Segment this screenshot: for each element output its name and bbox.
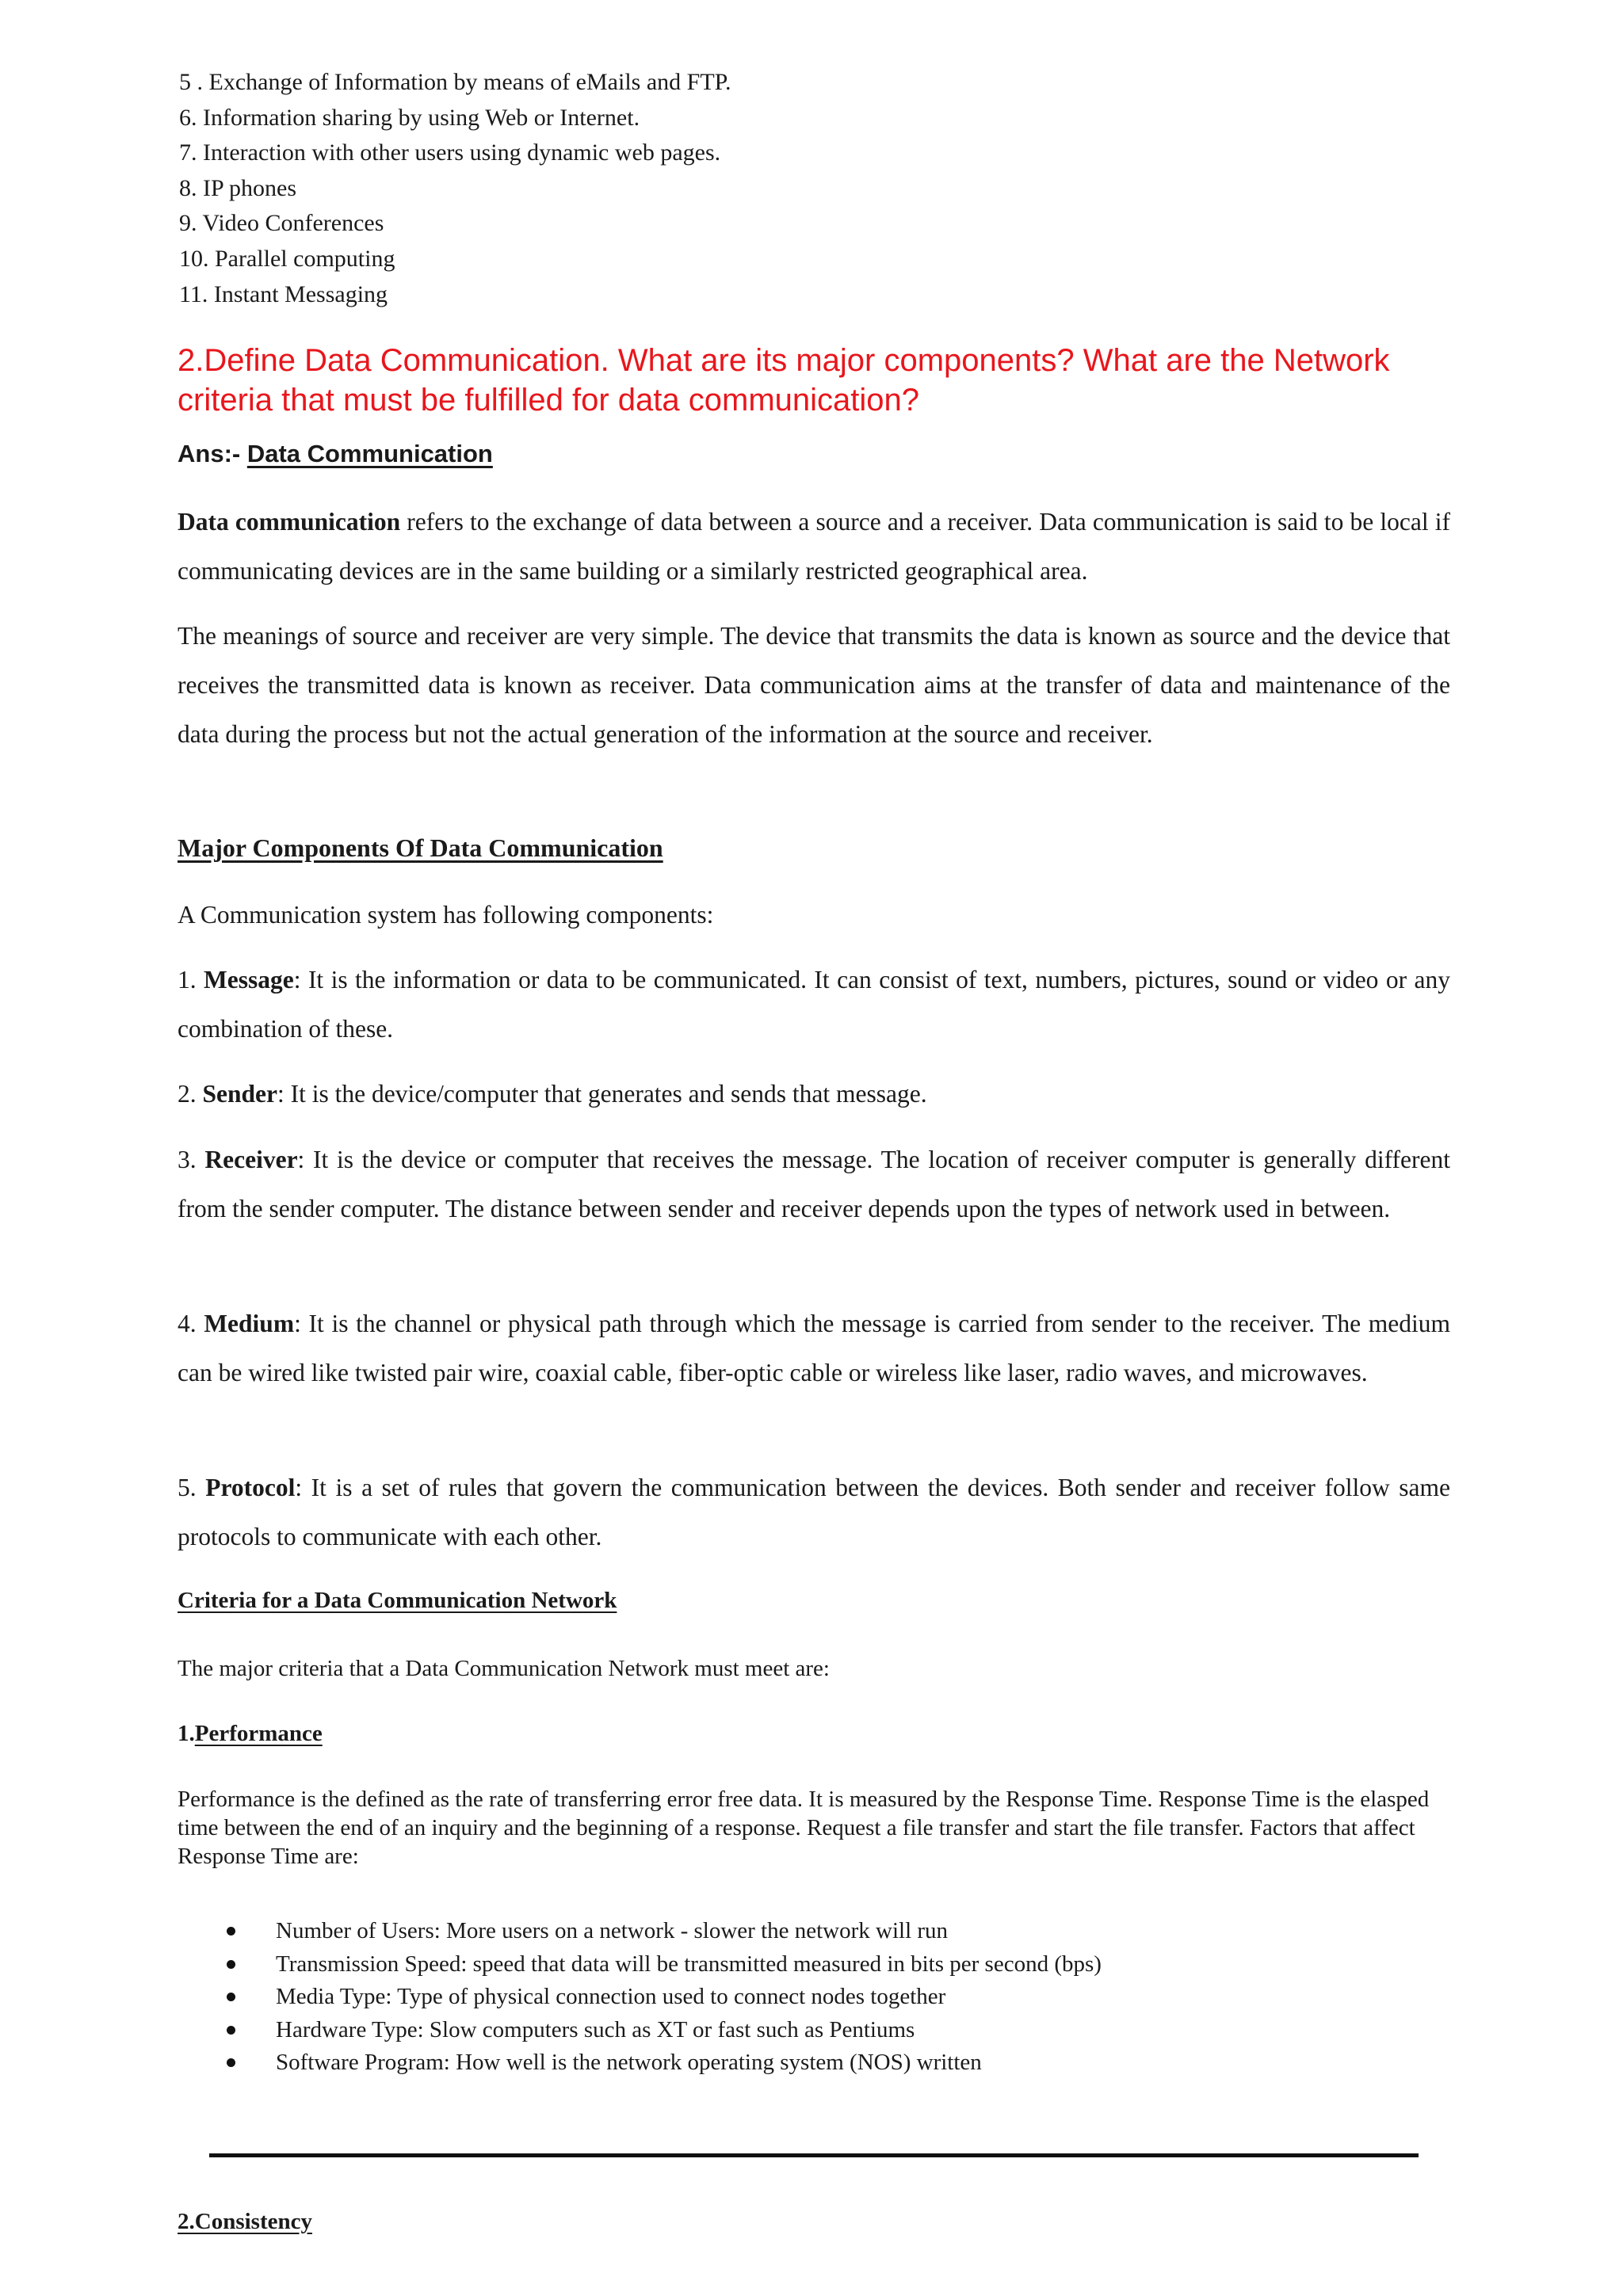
list-item: 6. Information sharing by using Web or Internet. — [179, 104, 640, 131]
component-number: 5. — [178, 1474, 206, 1501]
bullet-text: Media Type: Type of physical connection used to connect nodes together — [276, 1984, 946, 2009]
list-item: 11. Instant Messaging — [179, 280, 388, 307]
list-item: 8. IP phones — [179, 174, 297, 201]
question-heading: 2.Define Data Communication. What are its major components? What are the Network criteria that must be fulfilled for data communication? — [178, 343, 1390, 418]
component-term: Message — [204, 966, 294, 994]
performance-heading — [178, 1721, 323, 1747]
criteria-intro: The major criteria that a Data Communication Network must meet are: — [178, 1656, 830, 1681]
performance-number: 1. — [178, 1721, 195, 1746]
answer-title: Data Communication — [246, 440, 493, 467]
bullet-icon — [227, 2026, 235, 2035]
list-item — [227, 1981, 1102, 2014]
component-term: Sender — [202, 1080, 277, 1108]
components-heading: Major Components Of Data Communication — [178, 833, 663, 862]
bullet-text: Hardware Type: Slow computers such as XT or fast such as Pentiums — [276, 2016, 915, 2042]
bullet-text: Number of Users: More users on a network - slower the network will run — [276, 1918, 949, 1943]
component-desc: : It is the channel or physical path through which the message is carried from sender to the receiver. The medium can be wired like twisted pair wire, coaxial cable, fiber-optic cable or wireless like laser, radio waves, and microwaves. — [178, 1310, 1451, 1386]
consistency-heading: 2.Consistency — [178, 2209, 312, 2234]
component-sender — [178, 1070, 1450, 1119]
horizontal-divider — [209, 2153, 1419, 2157]
list-item — [227, 2046, 1102, 2080]
performance-factors-list — [227, 1915, 1102, 2080]
bullet-icon — [227, 1960, 235, 1969]
component-number: 3. — [178, 1146, 205, 1173]
criteria-heading: Criteria for a Data Communication Network — [178, 1588, 617, 1613]
performance-text: Performance is the defined as the rate of transferring error free data. It is measured by the Response Time. Response Time is the elasped time between the end of an inquiry and the beginning of a response. Request a file transfer and start the file transfer. Factors that affect Response Time are: — [178, 1787, 1430, 1869]
component-desc: : It is the device or computer that receives the message. The location of receiver computer is generally different from the sender computer. The distance between sender and receiver depends upon the types of network used in between. — [178, 1146, 1450, 1222]
list-item: 7. Interaction with other users using dynamic web pages. — [179, 139, 721, 166]
numbered-list-top — [179, 65, 731, 312]
component-medium — [178, 1299, 1450, 1398]
list-item — [227, 1915, 1102, 1948]
component-desc: : It is a set of rules that govern the communication between the devices. Both sender and receiver follow same protocols to communicate with each other. — [178, 1474, 1450, 1550]
bullet-icon — [227, 2058, 235, 2067]
component-desc: : It is the information or data to be communicated. It can consist of text, numbers, pictures, sound or video or any combination of these. — [178, 966, 1450, 1043]
component-term: Medium — [204, 1310, 295, 1337]
intro-term: Data communication — [178, 508, 401, 536]
component-term: Protocol — [205, 1474, 296, 1501]
component-term: Receiver — [204, 1146, 298, 1173]
answer-label — [178, 440, 493, 468]
component-number: 1. — [178, 966, 204, 994]
list-item — [227, 2014, 1102, 2047]
intro-paragraph — [178, 498, 1450, 596]
component-desc: : It is the device/computer that generates and sends that message. — [277, 1080, 927, 1108]
bullet-icon — [227, 1993, 235, 2001]
bullet-icon — [227, 1927, 235, 1936]
bullet-text: Transmission Speed: speed that data will be transmitted measured in bits per second (bps) — [276, 1951, 1102, 1977]
component-number: 4. — [178, 1310, 204, 1337]
list-item: 9. Video Conferences — [179, 210, 384, 237]
component-protocol — [178, 1463, 1450, 1562]
intro-text: refers to the exchange of data between a source and a receiver. Data communication is said to be local if communicating devices are in the same building or a similarly restricted geographical area. — [178, 508, 1450, 585]
list-item — [227, 1948, 1102, 1981]
performance-title: Performance — [194, 1721, 323, 1746]
components-intro: A Communication system has following components: — [178, 901, 714, 929]
meanings-paragraph: The meanings of source and receiver are very simple. The device that transmits the data is known as source and the device that receives the transmitted data is known as receiver. Data communication aims at the transfer of data and maintenance of the data during the process but not the actual generation of the information at the source and receiver. — [178, 622, 1450, 748]
component-number: 2. — [178, 1080, 203, 1108]
component-receiver — [178, 1135, 1450, 1234]
answer-prefix: Ans:- — [178, 440, 247, 467]
bullet-text: Software Program: How well is the network operating system (NOS) written — [276, 2050, 982, 2075]
component-message — [178, 955, 1450, 1054]
list-item: 10. Parallel computing — [179, 245, 395, 272]
list-item: 5 . Exchange of Information by means of eMails and FTP. — [179, 69, 731, 95]
